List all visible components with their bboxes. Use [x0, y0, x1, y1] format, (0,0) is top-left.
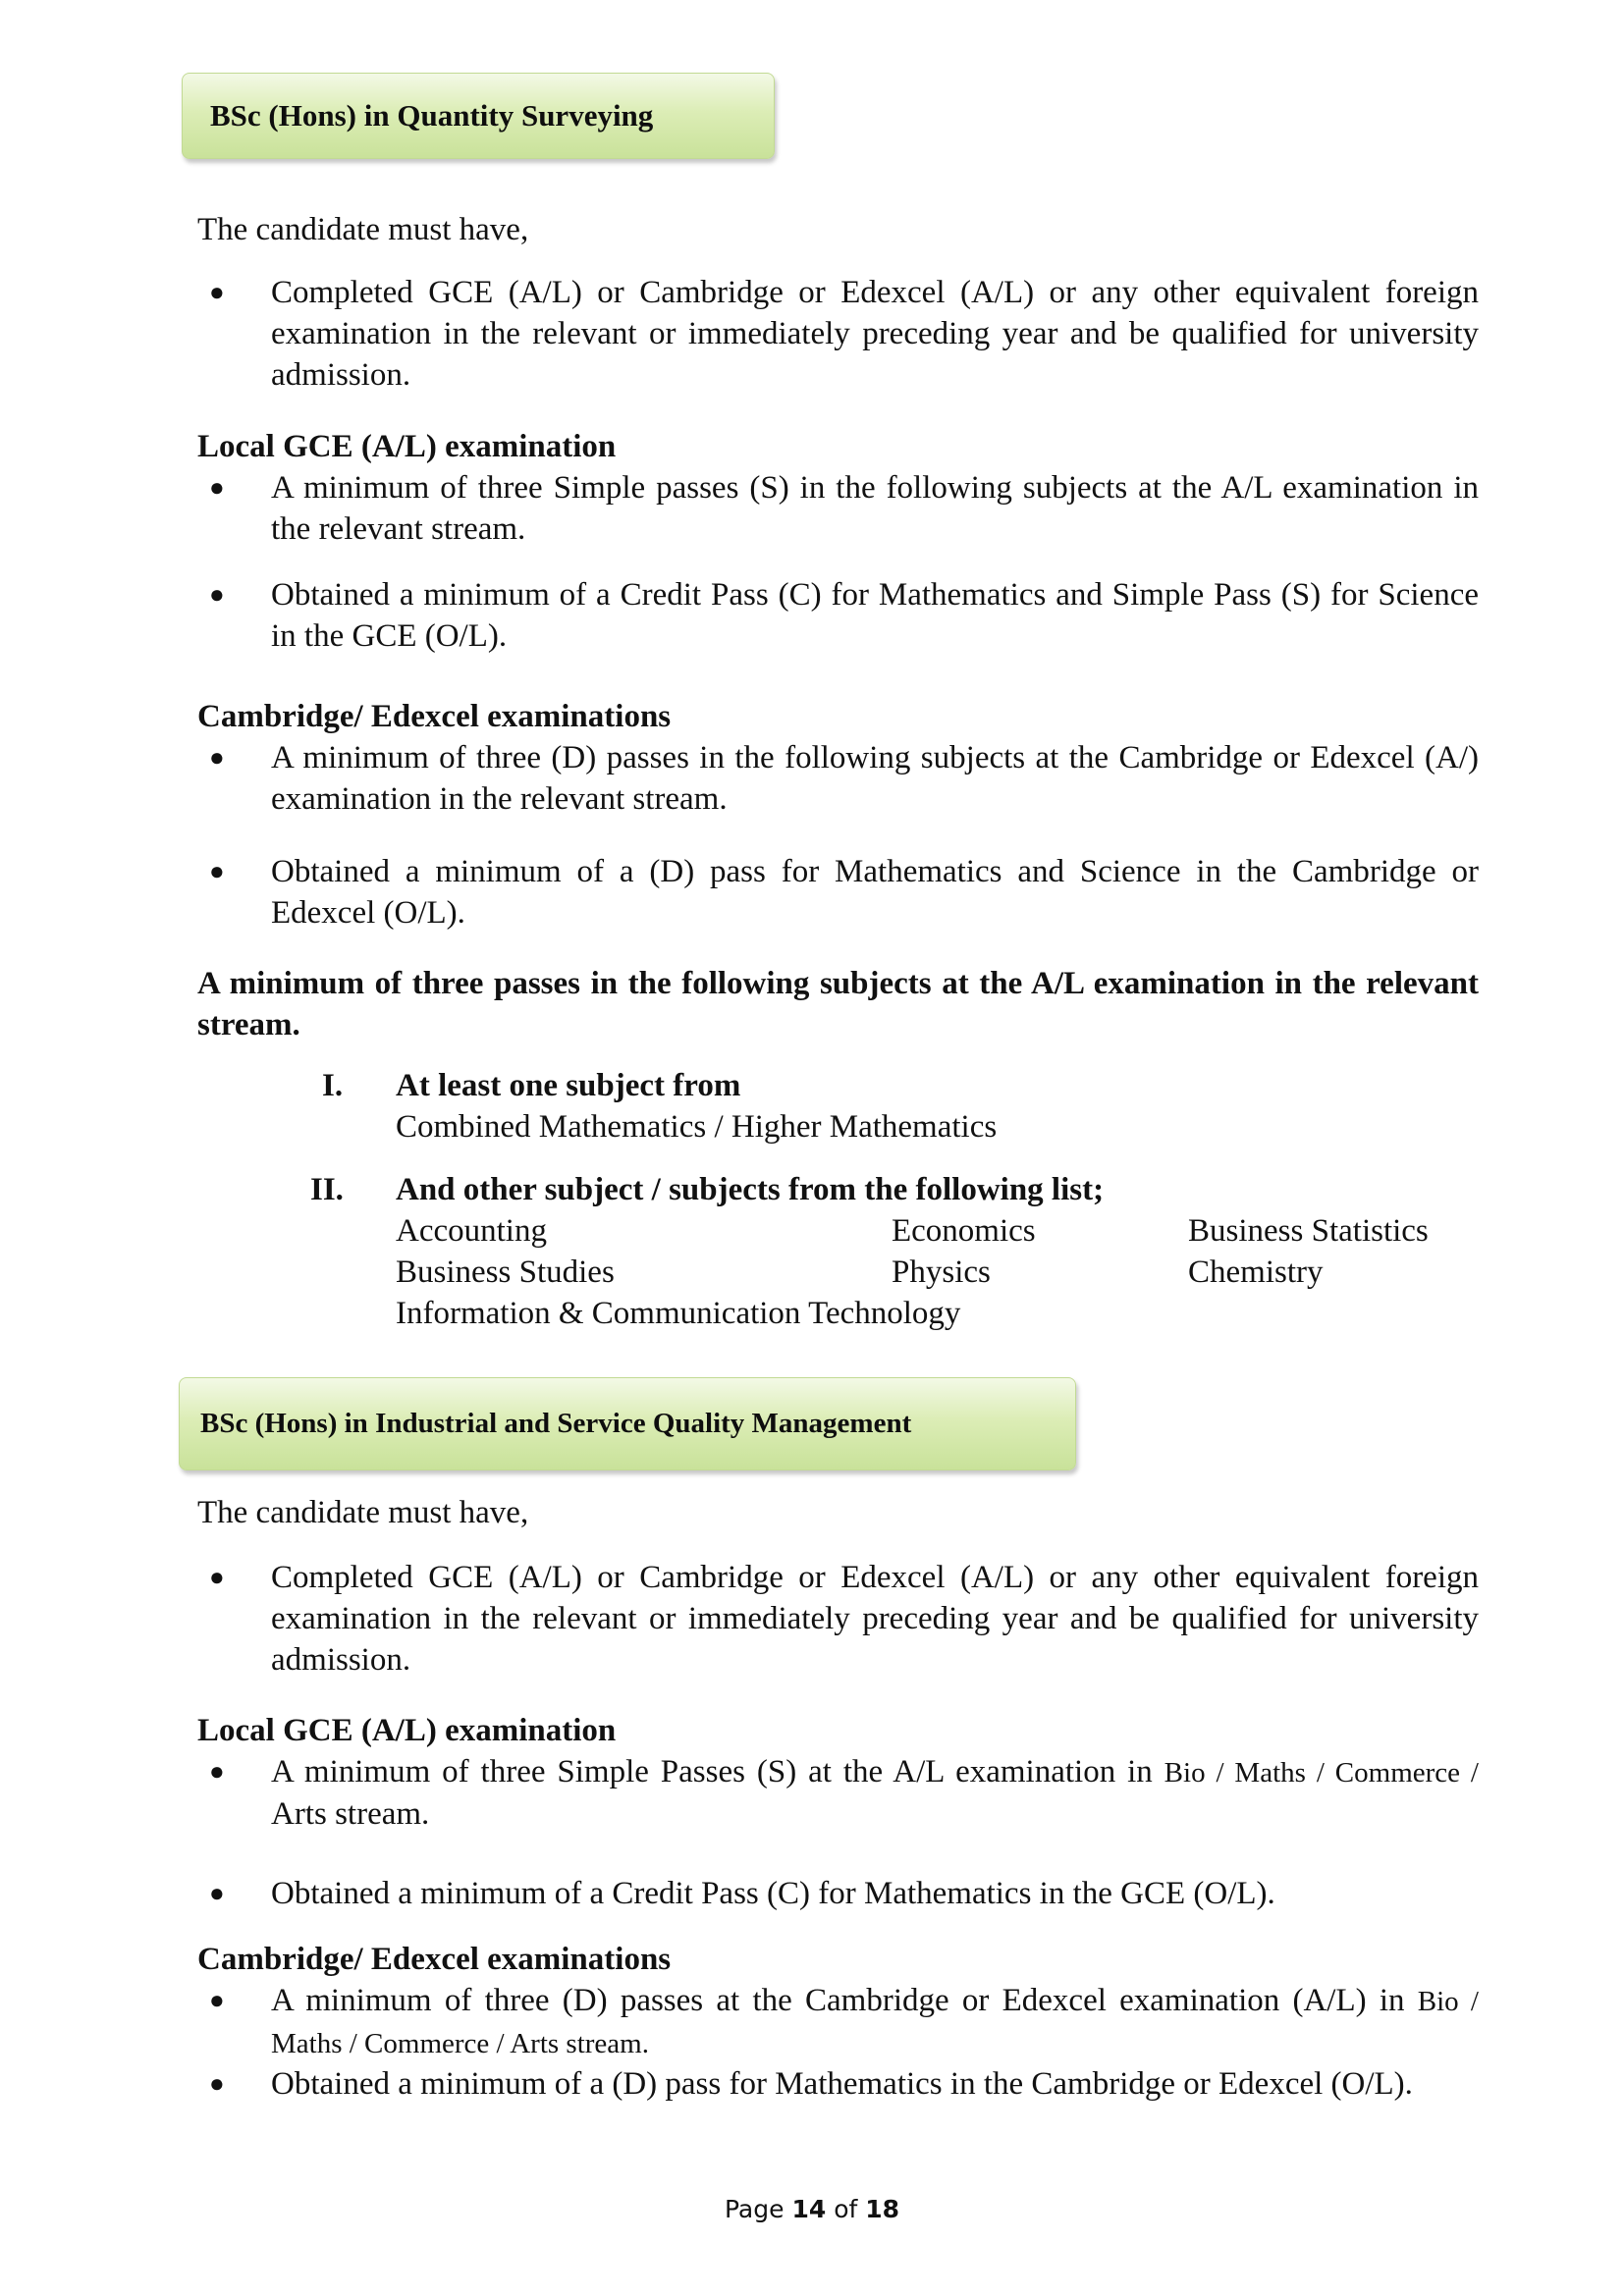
roman-numeral-1: I. — [322, 1068, 344, 1103]
bullet-icon: ● — [209, 2069, 225, 2098]
footer-of-word: of — [834, 2195, 858, 2223]
bullet-icon: ● — [209, 1879, 225, 1907]
bullet-text-main: A minimum of three Simple Passes (S) at the A/L examination in — [271, 1754, 1164, 1789]
bullet-icon: ● — [209, 473, 225, 502]
subject-item: Economics — [892, 1213, 1036, 1249]
subject-item: Physics — [892, 1255, 991, 1290]
bullet-text: Completed GCE (A/L) or Cambridge or Edexcel (A/L) or any other equivalent foreign examination in the relevant or immediately preceding year and be qualified for university admission. — [271, 1560, 1479, 1678]
subject-item: Chemistry — [1188, 1255, 1324, 1290]
bullet-text: Completed GCE (A/L) or Cambridge or Edexcel (A/L) or any other equivalent foreign examination in the relevant or immediately preceding year and be qualified for university admission. — [271, 275, 1479, 393]
item1-subjects: Combined Mathematics / Higher Mathematics — [396, 1109, 998, 1145]
section-title-text: BSc (Hons) in Industrial and Service Quality Management — [200, 1408, 912, 1439]
bullet-text-end: Arts stream. — [271, 1796, 430, 1832]
footer-page-number: 14 — [791, 2195, 827, 2223]
subheading-local: Local GCE (A/L) examination — [197, 429, 617, 464]
roman-numeral-2: II. — [310, 1172, 344, 1207]
footer-page-total: 18 — [865, 2195, 900, 2223]
item1-heading: At least one subject from — [396, 1068, 741, 1103]
footer-page-word: Page — [724, 2195, 785, 2223]
bullet-text — [271, 1980, 1479, 2064]
bullet-icon: ● — [209, 743, 225, 772]
bullet-text-streams: Bio / Maths / Commerce / — [1164, 1757, 1479, 1789]
bullet-text: A minimum of three Simple passes (S) in the following subjects at the A/L examination in the relevant stream. — [271, 470, 1479, 547]
page-footer — [0, 2195, 1624, 2223]
subject-item: Information & Communication Technology — [396, 1296, 961, 1331]
intro-text: The candidate must have, — [197, 212, 529, 247]
bullet-icon: ● — [209, 857, 225, 885]
subheading-local: Local GCE (A/L) examination — [197, 1713, 617, 1748]
subheading-cambridge: Cambridge/ Edexcel examinations — [197, 1942, 672, 1977]
bullet-text: Obtained a minimum of a Credit Pass (C) for Mathematics in the GCE (O/L). — [271, 1876, 1275, 1911]
bullet-icon: ● — [209, 1757, 225, 1786]
subheading-cambridge: Cambridge/ Edexcel examinations — [197, 699, 672, 734]
section-title-text: BSc (Hons) in Quantity Surveying — [210, 98, 654, 133]
section-title-quality-management — [179, 1377, 1076, 1470]
bullet-text: Obtained a minimum of a (D) pass for Mathematics in the Cambridge or Edexcel (O/L). — [271, 2066, 1413, 2102]
section-title-quantity-surveying — [182, 73, 775, 159]
subjects-heading: A minimum of three passes in the following subjects at the A/L examination in the relevant stream. — [197, 966, 1479, 1042]
bullet-text: Obtained a minimum of a Credit Pass (C) for Mathematics and Simple Pass (S) for Science in the GCE (O/L). — [271, 577, 1479, 654]
bullet-text: Obtained a minimum of a (D) pass for Mathematics and Science in the Cambridge or Edexcel (O/L). — [271, 854, 1479, 931]
bullet-text: A minimum of three (D) passes in the following subjects at the Cambridge or Edexcel (A/) examination in the relevant stream. — [271, 740, 1479, 817]
bullet-icon: ● — [209, 1986, 225, 2014]
item2-heading: And other subject / subjects from the following list; — [396, 1172, 1105, 1207]
bullet-text — [271, 1751, 1479, 1835]
subject-item: Business Studies — [396, 1255, 615, 1290]
subject-item: Accounting — [396, 1213, 547, 1249]
intro-text: The candidate must have, — [197, 1495, 529, 1530]
subject-item: Business Statistics — [1188, 1213, 1429, 1249]
bullet-icon: ● — [209, 1563, 225, 1591]
bullet-text-main: A minimum of three (D) passes at the Cambridge or Edexcel examination (A/L) in — [271, 1983, 1418, 2018]
bullet-text-streams: Bio / Maths / Commerce / Arts stream. — [271, 1986, 1479, 2059]
bullet-icon: ● — [209, 580, 225, 609]
bullet-icon: ● — [209, 278, 225, 306]
